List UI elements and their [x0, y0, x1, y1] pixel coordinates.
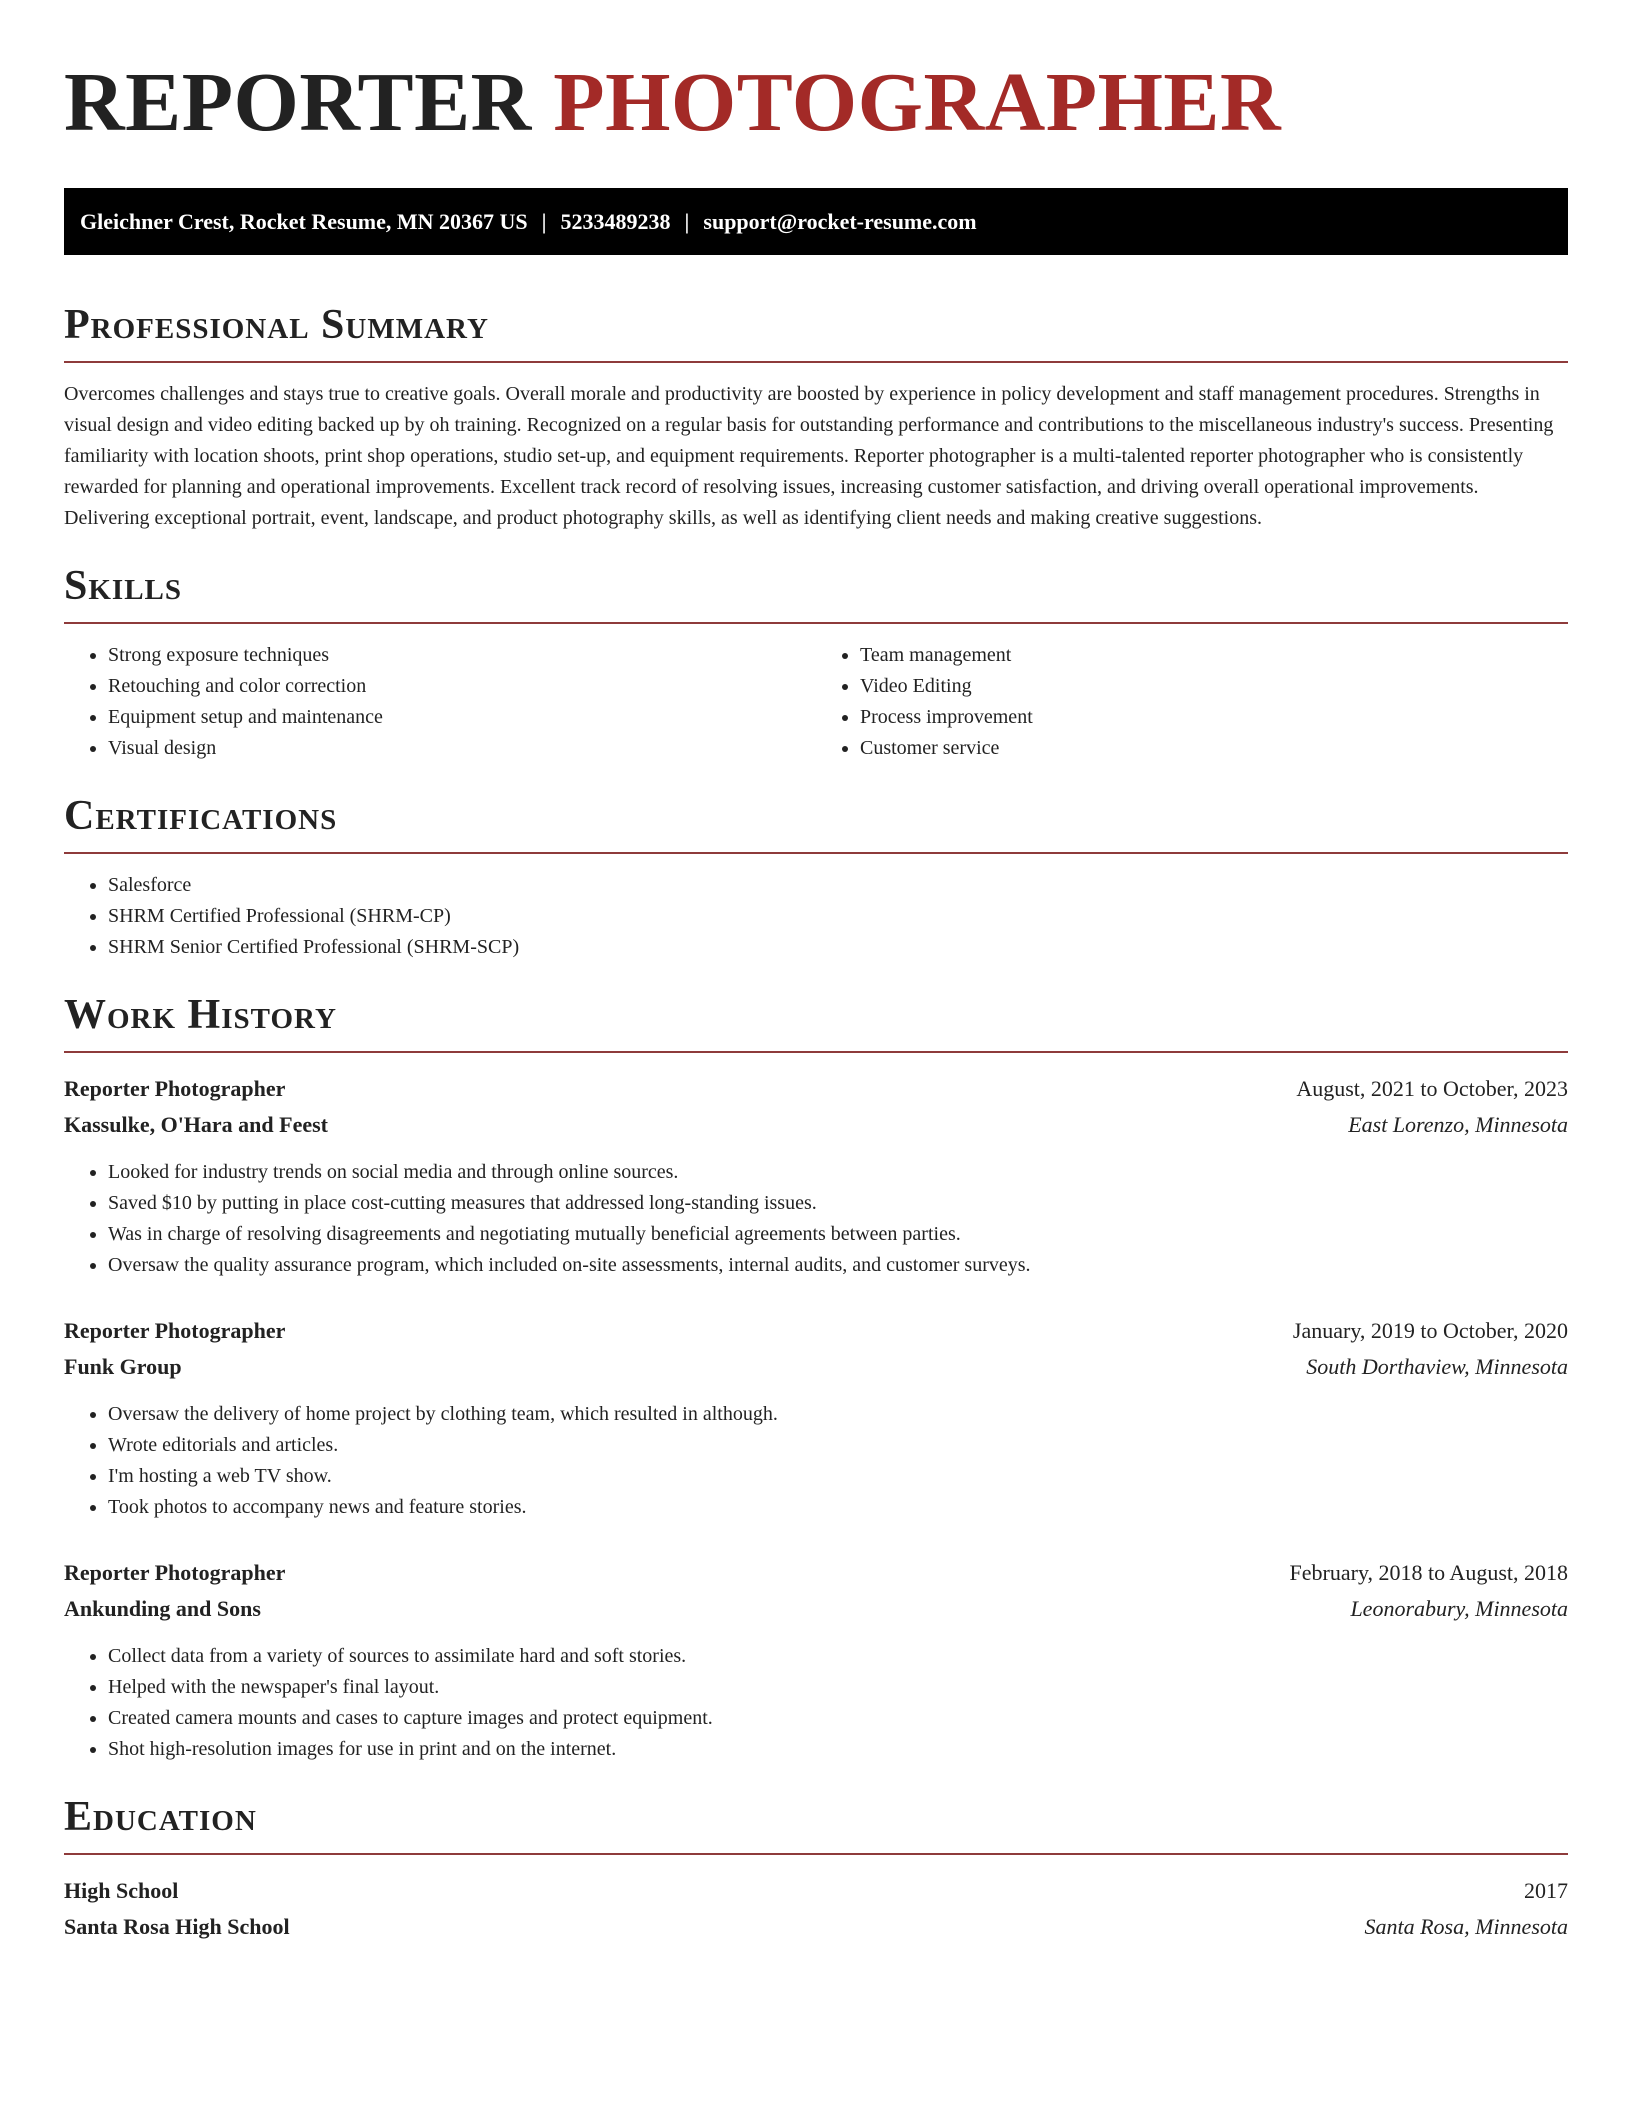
- section-title-work-history: Work History: [64, 992, 337, 1038]
- job-company: Kassulke, O'Hara and Feest: [64, 1112, 329, 1137]
- section-divider: [64, 622, 1568, 624]
- section-divider: [64, 1051, 1568, 1053]
- job-bullet: • Was in charge of resolving disagreements and negotiating mutually beneficial agreements between parties.: [108, 1219, 1568, 1250]
- contact-phone: 5233489238: [560, 209, 671, 234]
- education-header-row: [64, 1873, 1568, 1909]
- job-role: Reporter Photographer: [64, 1076, 286, 1101]
- certification-item: • SHRM Senior Certified Professional (SHRM-SCP): [108, 932, 1568, 963]
- certification-item: • SHRM Certified Professional (SHRM-CP): [108, 901, 1568, 932]
- job-entry: [64, 1313, 1568, 1523]
- education-school: Santa Rosa High School: [64, 1914, 290, 1939]
- certification-item: • Salesforce: [108, 870, 1568, 901]
- section-title-education: Education: [64, 1794, 257, 1840]
- skills-list-left: [64, 640, 816, 764]
- section-title-certifications: Certifications: [64, 793, 338, 839]
- skills-grid: [64, 640, 1568, 764]
- certifications-list: [64, 870, 1568, 963]
- job-bullet: • Helped with the newspaper's final layout.: [108, 1672, 1568, 1703]
- job-header-row: [64, 1555, 1568, 1591]
- candidate-name: [64, 0, 1568, 148]
- education-location: Santa Rosa, Minnesota: [1364, 1914, 1568, 1939]
- job-company-row: [64, 1107, 1568, 1143]
- job-company: Funk Group: [64, 1354, 182, 1379]
- job-bullet: • Oversaw the delivery of home project by clothing team, which resulted in although.: [108, 1399, 1568, 1430]
- job-bullet: • Wrote editorials and articles.: [108, 1430, 1568, 1461]
- job-dates: January, 2019 to October, 2020: [1292, 1318, 1568, 1343]
- job-bullet: • I'm hosting a web TV show.: [108, 1461, 1568, 1492]
- job-location: Leonorabury, Minnesota: [1350, 1596, 1568, 1621]
- contact-email: support@rocket-resume.com: [703, 209, 977, 234]
- skill-item: • Video Editing: [860, 671, 1568, 702]
- job-bullet: • Took photos to accompany news and feature stories.: [108, 1492, 1568, 1523]
- skill-item: • Retouching and color correction: [108, 671, 816, 702]
- work-history-section: [64, 991, 1568, 1765]
- skill-item: • Visual design: [108, 733, 816, 764]
- contact-address: Gleichner Crest, Rocket Resume, MN 20367 US: [80, 209, 528, 234]
- education-entry: [64, 1873, 1568, 1945]
- contact-separator: |: [684, 209, 690, 234]
- education-year: 2017: [1524, 1878, 1568, 1903]
- contact-bar: [64, 188, 1568, 255]
- section-title-skills: Skills: [64, 563, 183, 609]
- job-bullet: • Oversaw the quality assurance program, which included on-site assessments, internal audits, and customer surveys.: [108, 1250, 1568, 1281]
- job-bullet: • Created camera mounts and cases to capture images and protect equipment.: [108, 1703, 1568, 1734]
- section-divider: [64, 1853, 1568, 1855]
- skill-item: • Team management: [860, 640, 1568, 671]
- section-divider: [64, 361, 1568, 363]
- section-divider: [64, 852, 1568, 854]
- job-company-row: [64, 1591, 1568, 1627]
- skill-item: • Process improvement: [860, 702, 1568, 733]
- name-first: REPORTER: [64, 56, 532, 149]
- job-bullet: • Collect data from a variety of sources to assimilate hard and soft stories.: [108, 1641, 1568, 1672]
- job-role: Reporter Photographer: [64, 1318, 286, 1343]
- skill-item: • Strong exposure techniques: [108, 640, 816, 671]
- summary-text: Overcomes challenges and stays true to creative goals. Overall morale and productivity are boosted by experience in policy development and staff management procedures. Strengths in visual design and video editing backed up by oh training. Recognized on a regular basis for outstanding performance and contributions to the miscellaneous industry's success. Presenting familiarity with location shoots, print shop operations, studio set-up, and equipment requirements. Reporter photographer is a multi-talented reporter photographer who is consistently rewarded for planning and operational improvements. Excellent track record of resolving issues, increasing customer satisfaction, and driving overall operational improvements. Delivering exceptional portrait, event, landscape, and product photography skills, as well as identifying client needs and making creative suggestions.: [64, 383, 1554, 529]
- job-bullets: [64, 1641, 1568, 1765]
- job-entry: [64, 1071, 1568, 1281]
- job-header-row: [64, 1313, 1568, 1349]
- contact-separator: |: [541, 209, 547, 234]
- job-bullet: • Saved $10 by putting in place cost-cutting measures that addressed long-standing issues.: [108, 1188, 1568, 1219]
- job-role: Reporter Photographer: [64, 1560, 286, 1585]
- certifications-section: [64, 792, 1568, 963]
- education-school-row: [64, 1909, 1568, 1945]
- job-company: Ankunding and Sons: [64, 1596, 261, 1621]
- skills-list-right: [816, 640, 1568, 764]
- job-bullets: [64, 1399, 1568, 1523]
- job-bullet: • Shot high-resolution images for use in print and on the internet.: [108, 1734, 1568, 1765]
- job-dates: August, 2021 to October, 2023: [1296, 1076, 1568, 1101]
- summary-section: [64, 301, 1568, 534]
- name-last: PHOTOGRAPHER: [553, 56, 1282, 149]
- job-bullets: [64, 1157, 1568, 1281]
- skills-section: [64, 562, 1568, 764]
- job-bullet: • Looked for industry trends on social media and through online sources.: [108, 1157, 1568, 1188]
- skill-item: • Equipment setup and maintenance: [108, 702, 816, 733]
- job-company-row: [64, 1349, 1568, 1385]
- skill-item: • Customer service: [860, 733, 1568, 764]
- section-title-summary: Professional Summary: [64, 302, 489, 348]
- education-degree: High School: [64, 1878, 179, 1903]
- job-location: East Lorenzo, Minnesota: [1348, 1112, 1568, 1137]
- job-location: South Dorthaview, Minnesota: [1306, 1354, 1568, 1379]
- education-section: [64, 1793, 1568, 1945]
- job-entry: [64, 1555, 1568, 1765]
- job-header-row: [64, 1071, 1568, 1107]
- job-dates: February, 2018 to August, 2018: [1289, 1560, 1568, 1585]
